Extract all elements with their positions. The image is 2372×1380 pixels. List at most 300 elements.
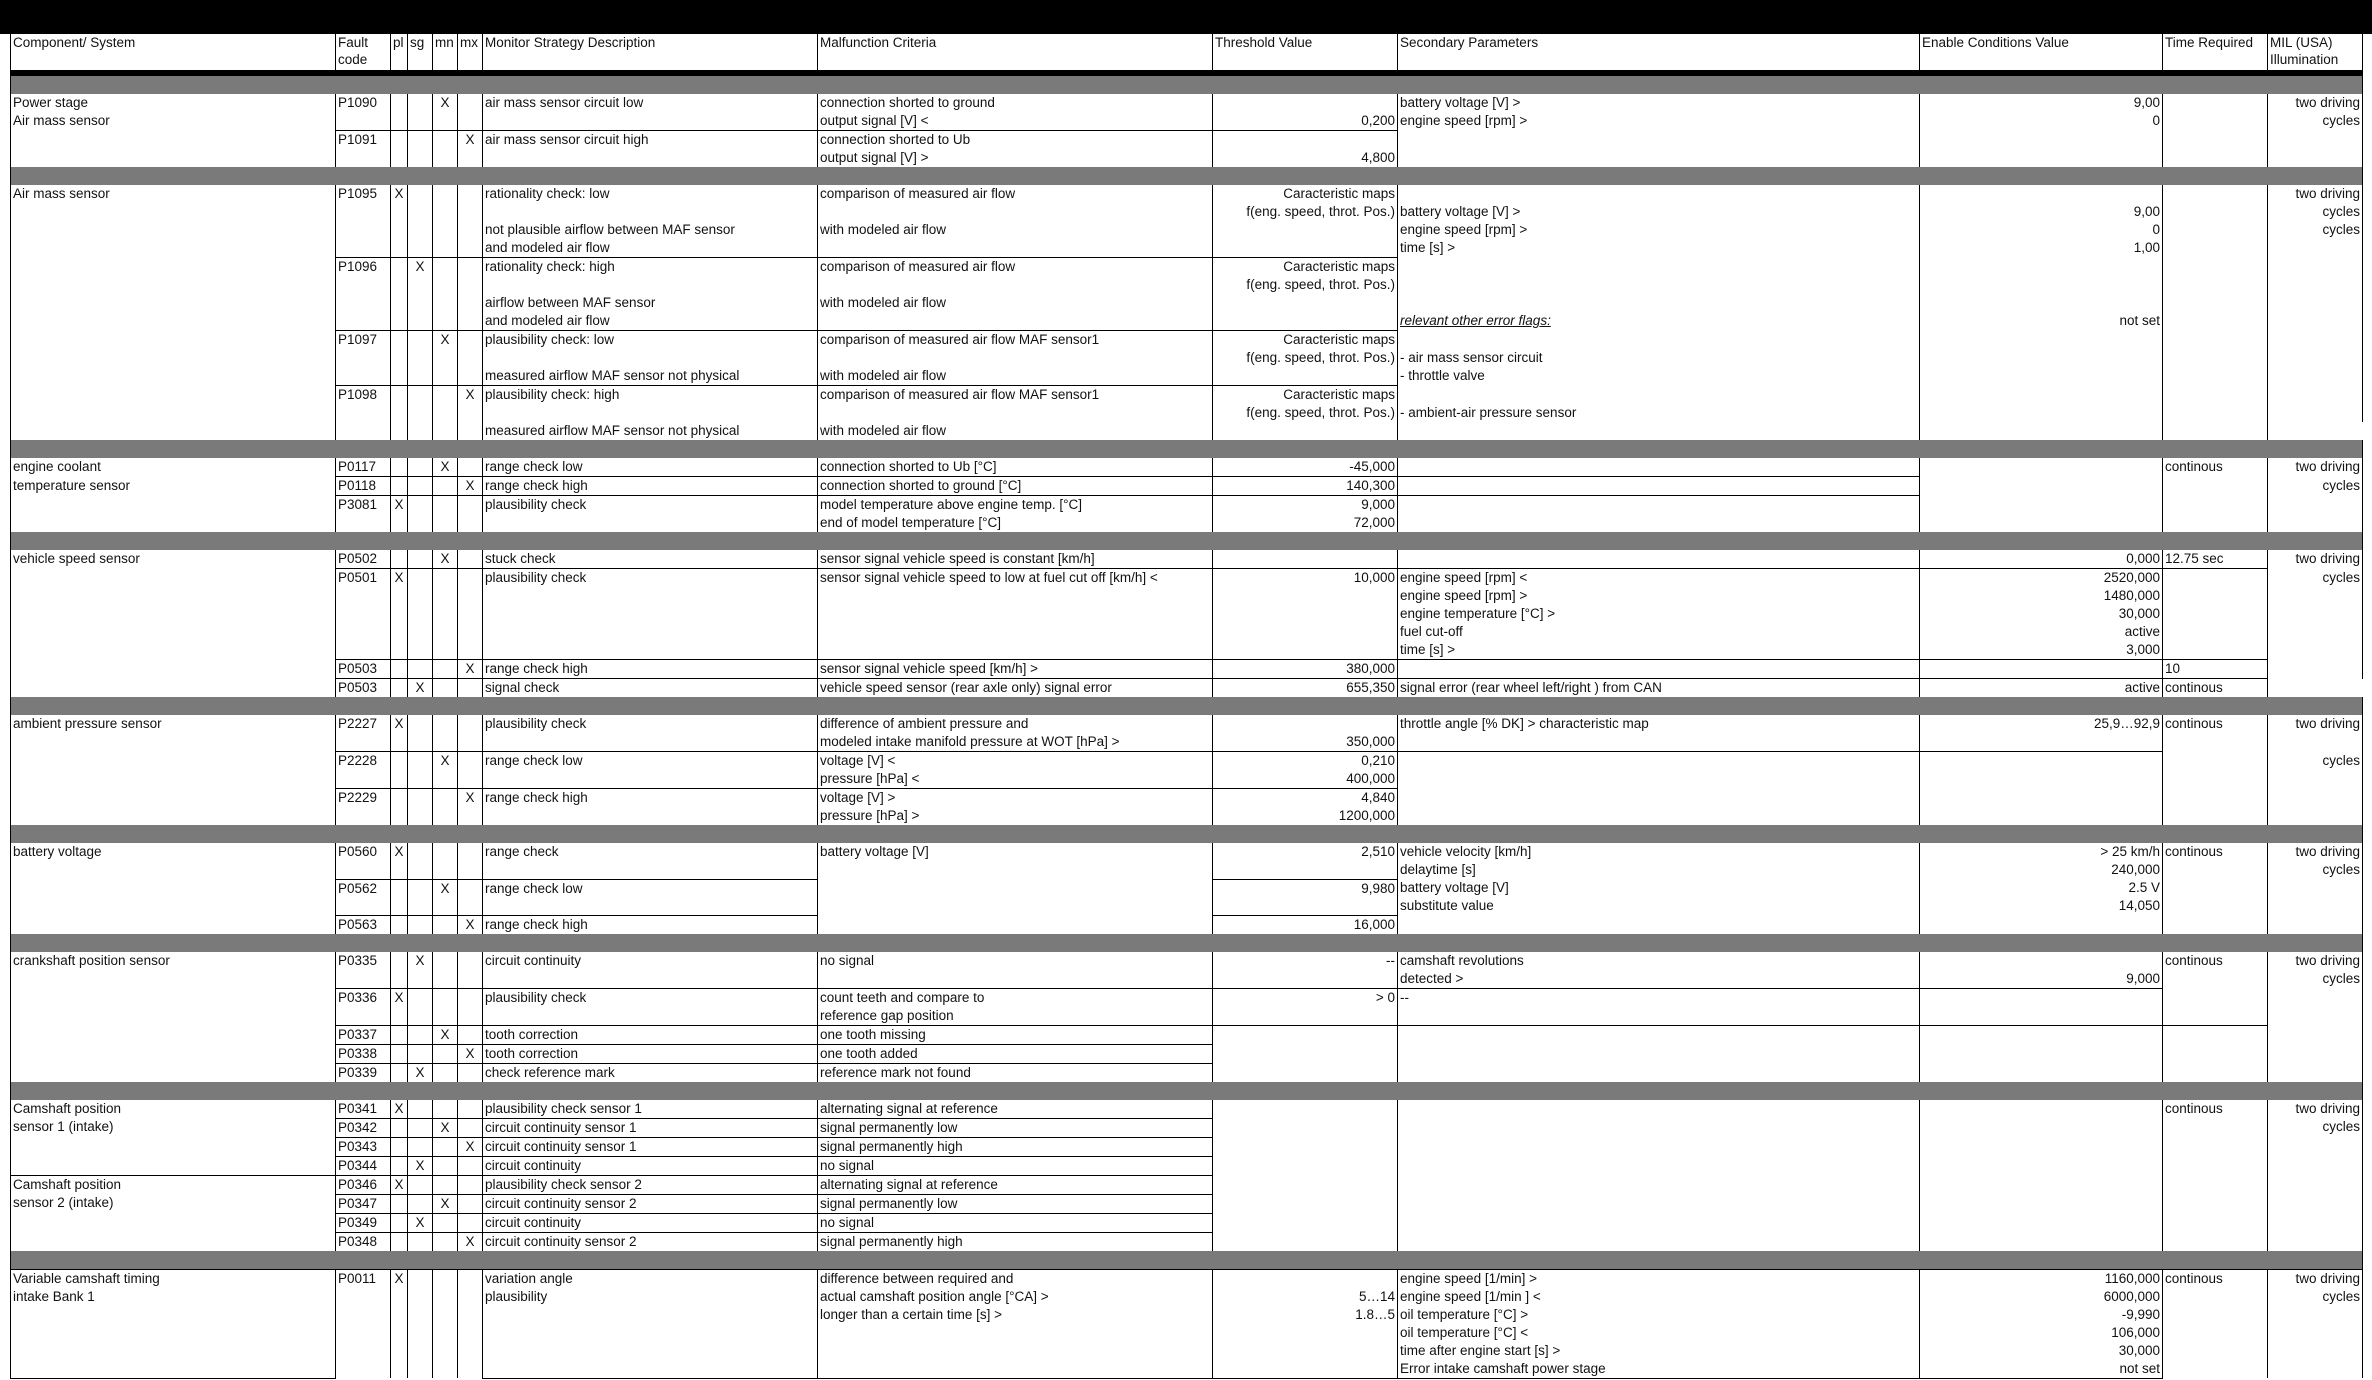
fault-code: P1090 xyxy=(336,94,391,131)
mil-illumination: cycles xyxy=(2268,569,2363,588)
table-row xyxy=(11,131,2363,150)
fault-code: P0342 xyxy=(336,1118,391,1137)
mn-mark: X xyxy=(433,752,458,789)
monitor-description: range check high xyxy=(483,477,818,496)
threshold-value: 5…14 xyxy=(1213,1288,1398,1306)
section-separator xyxy=(11,697,2363,715)
pl-mark: X xyxy=(391,1269,408,1378)
enable-value: > 25 km/h xyxy=(1920,843,2163,861)
monitor-description: range check high xyxy=(483,660,818,679)
fault-code: P2229 xyxy=(336,789,391,826)
component-name: Camshaft position xyxy=(11,1175,336,1194)
criteria-line: reference gap position xyxy=(818,1007,1213,1026)
monitor-description: plausibility check sensor 2 xyxy=(483,1175,818,1194)
criteria-line: connection shorted to ground xyxy=(818,94,1213,112)
pl-mark: X xyxy=(391,715,408,752)
fault-code: P1098 xyxy=(336,386,391,441)
criteria-line: no signal xyxy=(818,1213,1213,1232)
monitor-description: and modeled air flow xyxy=(483,312,818,331)
secondary-param: battery voltage [V] xyxy=(1398,879,1920,897)
mil-illumination: cycles xyxy=(2268,970,2363,989)
mil-illumination: two driving xyxy=(2268,715,2363,733)
secondary-param: - air mass sensor circuit xyxy=(1398,349,1920,367)
enable-value: 1,00 xyxy=(1920,239,2163,258)
table-row xyxy=(11,752,2363,771)
criteria-line: one tooth added xyxy=(818,1044,1213,1063)
mil-illumination: cycles xyxy=(2268,221,2363,239)
enable-value: 9,00 xyxy=(1920,203,2163,221)
hdr-strategy: Monitor Strategy Description xyxy=(483,34,818,73)
hdr-secondary: Secondary Parameters xyxy=(1398,34,1920,73)
monitor-description: tooth correction xyxy=(483,1044,818,1063)
pl-mark: X xyxy=(391,569,408,660)
hdr-criteria: Malfunction Criteria xyxy=(818,34,1213,73)
criteria-line: difference between required and xyxy=(818,1269,1213,1288)
mn-mark: X xyxy=(433,879,458,915)
monitor-description: range check high xyxy=(483,789,818,826)
monitor-description: air mass sensor circuit low xyxy=(483,94,818,131)
threshold-value: f(eng. speed, throt. Pos.) xyxy=(1213,404,1398,422)
secondary-param: signal error (rear wheel left/right ) from CAN xyxy=(1398,679,1920,698)
enable-value: 9,00 xyxy=(1920,94,2163,112)
monitor-description: variation angle xyxy=(483,1269,818,1288)
mx-mark: X xyxy=(458,131,483,168)
sg-mark: X xyxy=(408,1063,433,1082)
criteria-line: signal permanently low xyxy=(818,1194,1213,1213)
top-black-bar xyxy=(0,0,2372,34)
hdr-sg: sg xyxy=(408,34,433,73)
mil-illumination: two driving xyxy=(2268,1100,2363,1119)
table-row xyxy=(11,1269,2363,1288)
fault-code: P0341 xyxy=(336,1100,391,1119)
mn-mark: X xyxy=(433,1118,458,1137)
fault-code: P0336 xyxy=(336,988,391,1025)
threshold-value: -45,000 xyxy=(1213,458,1398,477)
criteria-line: count teeth and compare to xyxy=(818,988,1213,1007)
criteria-line: comparison of measured air flow MAF sensor1 xyxy=(818,386,1213,405)
monitor-description: range check low xyxy=(483,879,818,915)
criteria-line: with modeled air flow xyxy=(818,367,1213,386)
table-row xyxy=(11,386,2363,405)
pl-mark: X xyxy=(391,496,408,533)
fault-code: P0347 xyxy=(336,1194,391,1213)
enable-value: 106,000 xyxy=(1920,1324,2163,1342)
enable-value: 6000,000 xyxy=(1920,1288,2163,1306)
table-row xyxy=(11,331,2363,350)
mx-mark: X xyxy=(458,915,483,934)
table-row xyxy=(11,185,2363,203)
mil-illumination: cycles xyxy=(2268,752,2363,771)
secondary-param: time [s] > xyxy=(1398,641,1920,660)
secondary-param: relevant other error flags: xyxy=(1398,312,1920,331)
monitor-description: plausibility check xyxy=(483,715,818,752)
monitor-description: plausibility xyxy=(483,1288,818,1306)
mil-illumination: cycles xyxy=(2268,477,2363,496)
mil-illumination: cycles xyxy=(2268,203,2363,221)
threshold-value: 655,350 xyxy=(1213,679,1398,698)
enable-value: 14,050 xyxy=(1920,897,2163,915)
criteria-line: connection shorted to Ub xyxy=(818,131,1213,150)
monitor-description: circuit continuity xyxy=(483,1213,818,1232)
threshold-value xyxy=(1213,1269,1398,1288)
table-row xyxy=(11,1025,2363,1044)
criteria-line: voltage [V] < xyxy=(818,752,1213,771)
fault-code: P0348 xyxy=(336,1232,391,1251)
mx-mark: X xyxy=(458,386,483,441)
fault-code: P2228 xyxy=(336,752,391,789)
threshold-value: 2,510 xyxy=(1213,843,1398,879)
enable-value: 2520,000 xyxy=(1920,569,2163,588)
monitor-description: range check high xyxy=(483,915,818,934)
section-separator xyxy=(11,532,2363,550)
criteria-line: signal permanently high xyxy=(818,1232,1213,1251)
monitor-description: tooth correction xyxy=(483,1025,818,1044)
mx-mark: X xyxy=(458,789,483,826)
component-name: vehicle speed sensor xyxy=(11,550,336,679)
pl-mark: X xyxy=(391,843,408,879)
monitor-description: plausibility check xyxy=(483,496,818,533)
threshold-value: Caracteristic maps xyxy=(1213,386,1398,405)
fault-code: P0562 xyxy=(336,879,391,915)
fault-code: P0118 xyxy=(336,477,391,496)
threshold-value: 1200,000 xyxy=(1213,807,1398,825)
threshold-value: 4,840 xyxy=(1213,789,1398,808)
secondary-param: -- xyxy=(1398,988,1920,1025)
sg-mark: X xyxy=(408,679,433,698)
hdr-mx: mx xyxy=(458,34,483,73)
fault-code: P0349 xyxy=(336,1213,391,1232)
fault-code: P0346 xyxy=(336,1175,391,1194)
time-required: continous xyxy=(2163,952,2268,1026)
fault-code: P1097 xyxy=(336,331,391,386)
mil-illumination: two driving xyxy=(2268,952,2363,970)
threshold-value xyxy=(1213,715,1398,733)
time-required: continous xyxy=(2163,679,2268,698)
mil-illumination: two driving xyxy=(2268,185,2363,203)
secondary-param: engine temperature [°C] > xyxy=(1398,605,1920,623)
fault-code: P0502 xyxy=(336,550,391,569)
criteria-line: difference of ambient pressure and xyxy=(818,715,1213,733)
mn-mark: X xyxy=(433,1194,458,1213)
secondary-param: vehicle velocity [km/h] xyxy=(1398,843,1920,861)
monitor-description: not plausible airflow between MAF sensor xyxy=(483,221,818,239)
mn-mark: X xyxy=(433,1025,458,1044)
obd-monitor-table xyxy=(10,34,2362,1374)
criteria-line: vehicle speed sensor (rear axle only) signal error xyxy=(818,679,1213,698)
section-separator xyxy=(11,1251,2363,1270)
criteria-line: reference mark not found xyxy=(818,1063,1213,1082)
table-row xyxy=(11,94,2363,112)
hdr-fault: Fault code xyxy=(336,34,391,73)
mil-illumination: cycles xyxy=(2268,1288,2363,1306)
mx-mark: X xyxy=(458,660,483,679)
criteria-line: modeled intake manifold pressure at WOT [hPa] > xyxy=(818,733,1213,752)
threshold-value: 350,000 xyxy=(1213,733,1398,752)
fault-code: P0117 xyxy=(336,458,391,477)
monitor-description: plausibility check xyxy=(483,569,818,660)
enable-value: -9,990 xyxy=(1920,1306,2163,1324)
threshold-value: 140,300 xyxy=(1213,477,1398,496)
monitor-description: circuit continuity sensor 1 xyxy=(483,1118,818,1137)
fault-code: P1095 xyxy=(336,185,391,258)
table-row xyxy=(11,458,2363,477)
section-separator xyxy=(11,440,2363,458)
fault-code: P0503 xyxy=(336,660,391,679)
table-row xyxy=(11,569,2363,588)
monitor-description: signal check xyxy=(483,679,818,698)
pl-mark: X xyxy=(391,1100,408,1119)
mil-illumination: two driving xyxy=(2268,94,2363,112)
section-separator xyxy=(11,825,2363,843)
section-separator xyxy=(11,934,2363,952)
component-name: intake Bank 1 xyxy=(11,1288,336,1306)
sg-mark: X xyxy=(408,1156,433,1175)
component-name: temperature sensor xyxy=(11,477,336,496)
criteria-line: actual camshaft position angle [°CA] > xyxy=(818,1288,1213,1306)
section-separator xyxy=(11,167,2363,185)
fault-code: P1096 xyxy=(336,258,391,331)
threshold-value: 380,000 xyxy=(1213,660,1398,679)
time-required: continous xyxy=(2163,715,2268,825)
sg-mark: X xyxy=(408,1213,433,1232)
secondary-param: engine speed [rpm] > xyxy=(1398,112,1920,131)
time-required: continous xyxy=(2163,1269,2268,1378)
secondary-param: battery voltage [V] > xyxy=(1398,203,1920,221)
secondary-param: - throttle valve xyxy=(1398,367,1920,386)
pl-mark: X xyxy=(391,185,408,258)
criteria-line: comparison of measured air flow xyxy=(818,258,1213,277)
enable-value: 1160,000 xyxy=(1920,1269,2163,1288)
threshold-value: -- xyxy=(1213,952,1398,989)
enable-value: 0 xyxy=(1920,221,2163,239)
monitor-description: circuit continuity xyxy=(483,1156,818,1175)
criteria-line: comparison of measured air flow MAF sensor1 xyxy=(818,331,1213,350)
secondary-param: camshaft revolutions xyxy=(1398,952,1920,970)
criteria-line: sensor signal vehicle speed is constant [km/h] xyxy=(818,550,1213,569)
threshold-value xyxy=(1213,131,1398,150)
secondary-param: - ambient-air pressure sensor xyxy=(1398,404,1920,422)
time-required: continous xyxy=(2163,1100,2268,1251)
mil-illumination: two driving xyxy=(2268,843,2363,861)
component-name: battery voltage xyxy=(11,843,336,934)
table-row xyxy=(11,843,2363,861)
component-name: sensor 1 (intake) xyxy=(11,1118,336,1137)
secondary-param: engine speed [rpm] > xyxy=(1398,221,1920,239)
hdr-mil: MIL (USA) Illumination xyxy=(2268,34,2363,73)
monitor-description: range check xyxy=(483,843,818,879)
table-row xyxy=(11,952,2363,970)
threshold-value xyxy=(1213,94,1398,112)
criteria-line: longer than a certain time [s] > xyxy=(818,1306,1213,1324)
enable-value: 9,000 xyxy=(1920,970,2163,989)
hdr-component: Component/ System xyxy=(11,34,336,73)
criteria-line: model temperature above engine temp. [°C] xyxy=(818,496,1213,515)
time-required: 10 xyxy=(2163,660,2268,679)
mil-illumination: cycles xyxy=(2268,861,2363,879)
monitor-description: and modeled air flow xyxy=(483,239,818,258)
criteria-line: alternating signal at reference xyxy=(818,1100,1213,1119)
threshold-value: 72,000 xyxy=(1213,514,1398,532)
secondary-param: delaytime [s] xyxy=(1398,861,1920,879)
monitor-description: circuit continuity sensor 2 xyxy=(483,1194,818,1213)
criteria-line: battery voltage [V] xyxy=(818,843,1213,934)
section-separator xyxy=(11,1082,2363,1100)
secondary-param: engine speed [rpm] > xyxy=(1398,587,1920,605)
monitor-description: plausibility check: low xyxy=(483,331,818,350)
enable-value: 25,9…92,9 xyxy=(1920,715,2163,752)
monitor-description: check reference mark xyxy=(483,1063,818,1082)
threshold-value: 0,210 xyxy=(1213,752,1398,771)
fault-code: P2227 xyxy=(336,715,391,752)
criteria-line: sensor signal vehicle speed [km/h] > xyxy=(818,660,1213,679)
table-row xyxy=(11,1100,2363,1119)
criteria-line: pressure [hPa] > xyxy=(818,807,1213,825)
monitor-description: range check low xyxy=(483,458,818,477)
component-name: ambient pressure sensor xyxy=(11,715,336,825)
monitor-description: circuit continuity xyxy=(483,952,818,989)
criteria-line: with modeled air flow xyxy=(818,294,1213,312)
fault-code: P0560 xyxy=(336,843,391,879)
enable-value: 30,000 xyxy=(1920,605,2163,623)
monitor-description: stuck check xyxy=(483,550,818,569)
mn-mark: X xyxy=(433,94,458,131)
component-name: Air mass sensor xyxy=(11,185,336,440)
hdr-mn: mn xyxy=(433,34,458,73)
component-name: crankshaft position sensor xyxy=(11,952,336,1082)
table-row xyxy=(11,550,2363,569)
mx-mark: X xyxy=(458,1044,483,1063)
table-row xyxy=(11,660,2363,679)
secondary-param: oil temperature [°C] < xyxy=(1398,1324,1920,1342)
fault-code: P0335 xyxy=(336,952,391,989)
threshold-value: f(eng. speed, throt. Pos.) xyxy=(1213,276,1398,294)
fault-code: P0563 xyxy=(336,915,391,934)
threshold-value: 9,980 xyxy=(1213,879,1398,915)
component-name: Power stage xyxy=(11,94,336,112)
enable-value: 2.5 V xyxy=(1920,879,2163,897)
enable-value: 0 xyxy=(1920,112,2163,131)
enable-value: active xyxy=(1920,679,2163,698)
enable-value: 3,000 xyxy=(1920,641,2163,660)
section-separator xyxy=(11,73,2363,94)
monitor-description: plausibility check xyxy=(483,988,818,1025)
enable-value: 30,000 xyxy=(1920,1342,2163,1360)
mx-mark: X xyxy=(458,1137,483,1156)
enable-value: active xyxy=(1920,623,2163,641)
criteria-line: with modeled air flow xyxy=(818,221,1213,239)
time-required: 12.75 sec xyxy=(2163,550,2268,569)
threshold-value: 4,800 xyxy=(1213,149,1398,167)
secondary-param: Error intake camshaft power stage xyxy=(1398,1360,1920,1379)
threshold-value: 10,000 xyxy=(1213,569,1398,660)
secondary-param: engine speed [1/min] > xyxy=(1398,1269,1920,1288)
threshold-value: f(eng. speed, throt. Pos.) xyxy=(1213,349,1398,367)
monitor-description: air mass sensor circuit high xyxy=(483,131,818,168)
table-row xyxy=(11,258,2363,277)
component-name: Variable camshaft timing xyxy=(11,1269,336,1288)
fault-code: P0337 xyxy=(336,1025,391,1044)
mn-mark: X xyxy=(433,550,458,569)
fault-code: P0339 xyxy=(336,1063,391,1082)
secondary-param: engine speed [rpm] < xyxy=(1398,569,1920,588)
criteria-line: no signal xyxy=(818,1156,1213,1175)
secondary-param: substitute value xyxy=(1398,897,1920,915)
criteria-line: connection shorted to ground [°C] xyxy=(818,477,1213,496)
enable-value: 0,000 xyxy=(1920,550,2163,569)
monitor-description: measured airflow MAF sensor not physical xyxy=(483,422,818,440)
mx-mark: X xyxy=(458,1232,483,1251)
secondary-param: fuel cut-off xyxy=(1398,623,1920,641)
criteria-line: one tooth missing xyxy=(818,1025,1213,1044)
component-name: sensor 2 (intake) xyxy=(11,1194,336,1213)
monitor-description: range check low xyxy=(483,752,818,789)
threshold-value: Caracteristic maps xyxy=(1213,258,1398,277)
mn-mark: X xyxy=(433,331,458,386)
criteria-line: output signal [V] < xyxy=(818,112,1213,131)
criteria-line: sensor signal vehicle speed to low at fuel cut off [km/h] < xyxy=(818,569,1213,660)
monitor-description: plausibility check: high xyxy=(483,386,818,405)
secondary-param: engine speed [1/min ] < xyxy=(1398,1288,1920,1306)
table-row xyxy=(11,988,2363,1007)
mil-illumination: two driving xyxy=(2268,458,2363,477)
monitor-description: plausibility check sensor 1 xyxy=(483,1100,818,1119)
mx-mark: X xyxy=(458,477,483,496)
criteria-line: comparison of measured air flow xyxy=(818,185,1213,203)
sg-mark: X xyxy=(408,258,433,331)
monitor-description: rationality check: high xyxy=(483,258,818,277)
secondary-param: detected > xyxy=(1398,970,1920,989)
threshold-value: > 0 xyxy=(1213,988,1398,1025)
time-required: continous xyxy=(2163,843,2268,934)
fault-code: P0344 xyxy=(336,1156,391,1175)
threshold-value: 16,000 xyxy=(1213,915,1398,934)
criteria-line: pressure [hPa] < xyxy=(818,770,1213,789)
threshold-value: Caracteristic maps xyxy=(1213,331,1398,350)
mil-illumination: two driving xyxy=(2268,550,2363,569)
monitor-description: measured airflow MAF sensor not physical xyxy=(483,367,818,386)
secondary-param: throttle angle [% DK] > characteristic map xyxy=(1398,715,1920,752)
threshold-value: 0,200 xyxy=(1213,112,1398,131)
criteria-line: output signal [V] > xyxy=(818,149,1213,167)
pl-mark: X xyxy=(391,988,408,1025)
sg-mark: X xyxy=(408,952,433,989)
secondary-param: battery voltage [V] > xyxy=(1398,94,1920,112)
table-row xyxy=(11,715,2363,733)
criteria-line: connection shorted to Ub [°C] xyxy=(818,458,1213,477)
secondary-param: time [s] > xyxy=(1398,239,1920,258)
mil-illumination: cycles xyxy=(2268,1118,2363,1137)
mil-illumination: two driving xyxy=(2268,1269,2363,1288)
criteria-line: signal permanently low xyxy=(818,1118,1213,1137)
fault-code: P1091 xyxy=(336,131,391,168)
enable-value: not set xyxy=(1920,1360,2163,1379)
criteria-line: end of model temperature [°C] xyxy=(818,514,1213,532)
threshold-value: 1.8…5 xyxy=(1213,1306,1398,1324)
enable-value: 240,000 xyxy=(1920,861,2163,879)
criteria-line: no signal xyxy=(818,952,1213,989)
mil-illumination: cycles xyxy=(2268,112,2363,131)
component-name: Air mass sensor xyxy=(11,112,336,131)
hdr-pl: pl xyxy=(391,34,408,73)
pl-mark: X xyxy=(391,1175,408,1194)
fault-code: P0501 xyxy=(336,569,391,660)
fault-code: P0338 xyxy=(336,1044,391,1063)
enable-value: not set xyxy=(1920,312,2163,331)
secondary-param: time after engine start [s] > xyxy=(1398,1342,1920,1360)
hdr-threshold: Threshold Value xyxy=(1213,34,1398,73)
criteria-line: signal permanently high xyxy=(818,1137,1213,1156)
monitor-description: circuit continuity sensor 1 xyxy=(483,1137,818,1156)
